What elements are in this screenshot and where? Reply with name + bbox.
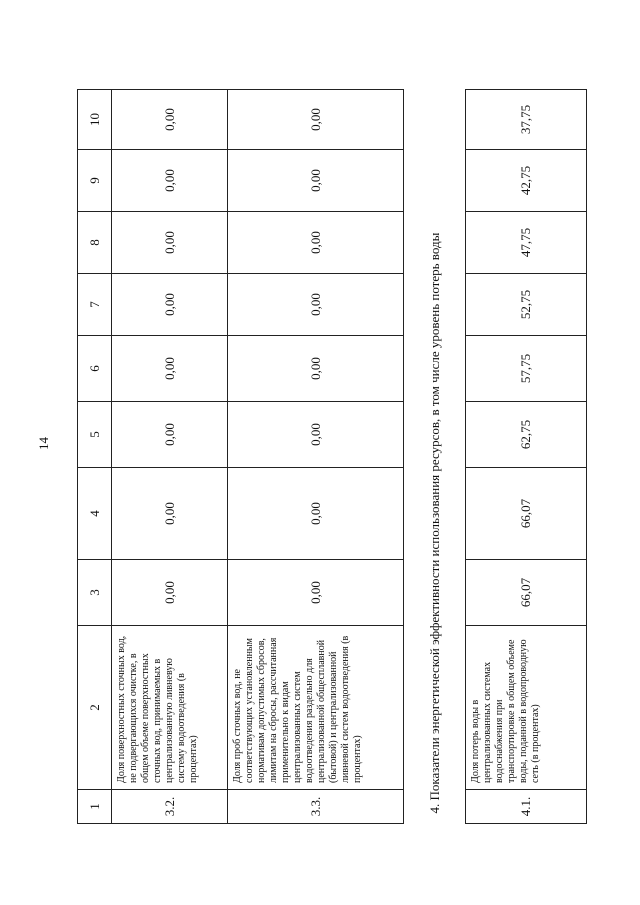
- value-cell: 42,75: [466, 150, 587, 212]
- table-row: [112, 90, 228, 824]
- value-cell: 0,00: [112, 90, 228, 150]
- header-cell: 9: [78, 150, 112, 212]
- row-index: 3.3.: [228, 790, 404, 824]
- value-cell: 37,75: [466, 90, 587, 150]
- value-cell: 0,00: [112, 560, 228, 626]
- value-cell: 0,00: [112, 212, 228, 274]
- table-header-row: [78, 90, 112, 824]
- value-cell: 0,00: [228, 274, 404, 336]
- indicators-table: [77, 89, 587, 824]
- table-row: [228, 90, 404, 824]
- row-description: Доля потерь воды в централизованных системах водоснабжения при транспортировке в общем объеме воды, поданной в водопроводную сеть (в процентах): [466, 626, 587, 790]
- row-description: Доля поверхностных сточных вод, не подвергающихся очистке, в общем объеме поверхностных сточных вод, принимаемых в централизованную ливневую систему водоотведения (в процентах): [112, 626, 228, 790]
- header-cell: 6: [78, 336, 112, 402]
- value-cell: 62,75: [466, 402, 587, 468]
- value-cell: 0,00: [228, 90, 404, 150]
- rotated-table-sheet: [77, 90, 586, 824]
- value-cell: 66,07: [466, 560, 587, 626]
- value-cell: 0,00: [228, 336, 404, 402]
- header-cell: 7: [78, 274, 112, 336]
- header-cell: 3: [78, 560, 112, 626]
- value-cell: 0,00: [112, 468, 228, 560]
- page-number: 14: [36, 437, 51, 450]
- value-cell: 0,00: [112, 150, 228, 212]
- value-cell: 0,00: [228, 402, 404, 468]
- section-row: [404, 90, 466, 824]
- value-cell: 0,00: [228, 150, 404, 212]
- header-cell: 10: [78, 90, 112, 150]
- table-container: [77, 90, 586, 824]
- table-row: [466, 90, 587, 824]
- header-cell: 1: [78, 790, 112, 824]
- value-cell: 0,00: [228, 560, 404, 626]
- value-cell: 47,75: [466, 212, 587, 274]
- header-cell: 5: [78, 402, 112, 468]
- header-cell: 4: [78, 468, 112, 560]
- section-title: 4. Показатели энергетической эффективности использования ресурсов, в том числе уровень потерь воды: [404, 90, 466, 824]
- value-cell: 0,00: [112, 336, 228, 402]
- header-cell: 8: [78, 212, 112, 274]
- value-cell: 57,75: [466, 336, 587, 402]
- value-cell: 52,75: [466, 274, 587, 336]
- value-cell: 0,00: [228, 212, 404, 274]
- value-cell: 0,00: [112, 274, 228, 336]
- header-cell: 2: [78, 626, 112, 790]
- row-index: 3.2.: [112, 790, 228, 824]
- row-description: Доля проб сточных вод, не соответствующих установленным нормативам допустимых сбросов, лимитам на сбросы, рассчитанная применительно к видам централизованных систем водоотведения раздельно для централизованной общесплавной (бытовой) и централизованной ливневой систем водоотведения (в процентах): [228, 626, 404, 790]
- value-cell: 0,00: [228, 468, 404, 560]
- value-cell: 66,07: [466, 468, 587, 560]
- value-cell: 0,00: [112, 402, 228, 468]
- row-index: 4.1.: [466, 790, 587, 824]
